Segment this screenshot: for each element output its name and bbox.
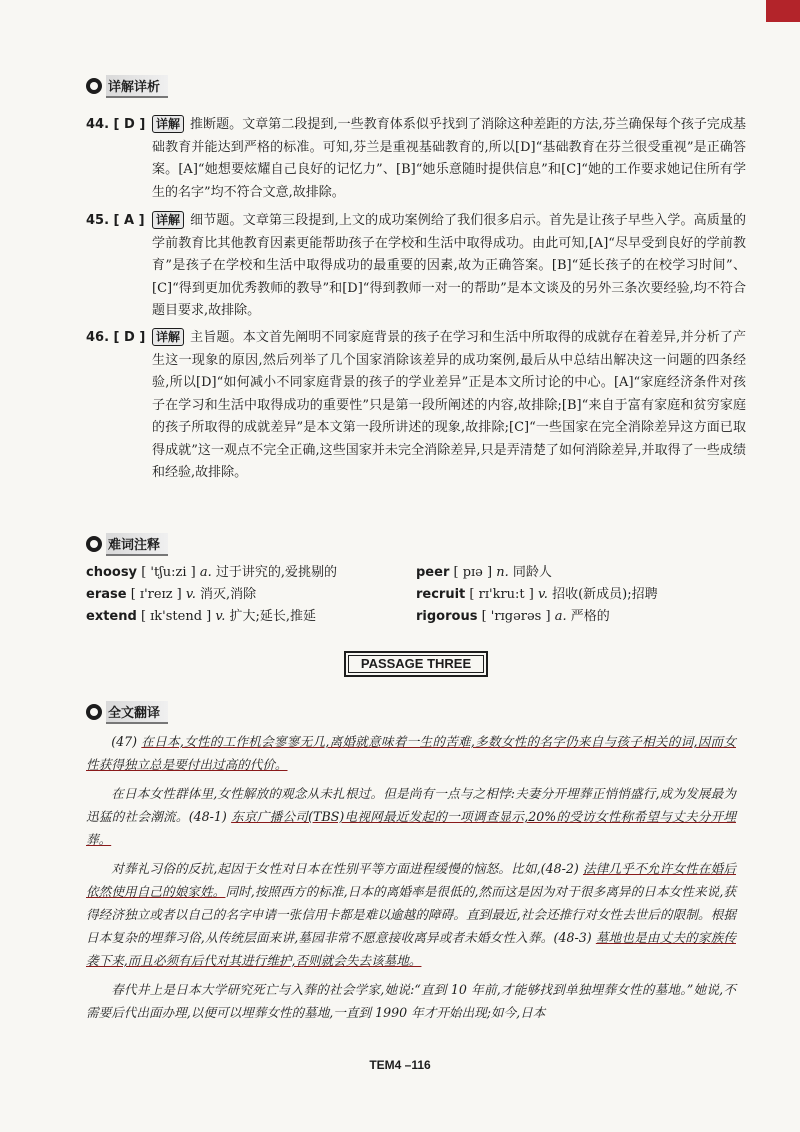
section-bullet-icon [86,704,102,720]
corner-tab [766,0,800,22]
answer-item-46 [86,327,746,485]
page-number: TEM4 –116 [369,1058,431,1072]
answer-number: 44. [ D ] [86,117,146,132]
analysis-heading-label: 详解详析 [106,75,168,98]
vocab-entry: peer [ pɪə ] n. 同龄人 [416,565,552,580]
vocab-entry: choosy [ 'tʃu:zi ] a. 过于讲究的,爱挑剔的 [86,565,337,580]
vocab-heading [86,534,168,554]
vocab-row [86,562,746,584]
answer-item-45 [86,210,746,323]
detail-tag: 详解 [152,328,184,346]
translation-body [86,730,736,1030]
vocab-entry: rigorous [ 'rɪgərəs ] a. 严格的 [416,609,610,624]
vocab-entry: erase [ ɪ'reɪz ] v. 消灭,消除 [86,587,257,602]
answer-number: 45. [ A ] [86,213,145,228]
passage-title: PASSAGE THREE [344,651,488,677]
translation-heading-label: 全文翻译 [106,701,168,724]
vocab-heading-label: 难词注释 [106,533,168,556]
answer-number: 46. [ D ] [86,330,146,345]
detail-tag: 详解 [152,115,184,133]
section-bullet-icon [86,536,102,552]
answer-explanation: 细节题。文章第三段提到,上文的成功案例给了我们很多启示。首先是让孩子早些入学。高质量的学前教育比其他教育因素更能帮助孩子在学校和生活中取得成功。由此可知,[A]“尽早受到良好的学前教育”是孩子在学校和生活中取得成功的最重要的因素,故为正确答案。[B]“延长孩子的在校学习时间”、[C]“得到更加优秀教师的教导”和[D]“得到教师一对一的帮助”是本文谈及的另外三条次要经验,均不符合题目要求,故排除。 [152,213,746,318]
translation-paragraph: 对葬礼习俗的反抗,起因于女性对日本在性别平等方面进程缓慢的恼怒。比如,(48-2) 法律几乎不允许女性在婚后依然使用自己的娘家姓。同时,按照西方的标准,日本的离婚率是很低的,然而这是因为对于很多离异的日本女性来说,获得经济独立或者以自己的名字申请一张信用卡都是难以逾越的障碍。直到最近,社会还推行对女性去世后的限制。根据日本复杂的埋葬习俗,从传统层面来讲,墓园非常不愿意接收离异或者未婚女性入葬。(48-3) 墓地也是由丈夫的家族传袭下来,而且必须有后代对其进行维护,否则就会失去该墓地。 [86,861,737,968]
translation-heading [86,702,168,722]
translation-paragraph: 春代井上是日本大学研究死亡与入葬的社会学家,她说:“直到 10 年前,才能够找到单独埋葬女性的墓地。”她说,不需要后代出面办理,以便可以埋葬女性的墓地,一直到 1990 年才开始出现;如今,日本 [86,982,736,1020]
answer-item-44 [86,114,746,204]
detail-tag: 详解 [152,211,184,229]
analysis-heading [86,76,168,96]
answer-explanation: 主旨题。本文首先阐明不同家庭背景的孩子在学习和生活中所取得的成就存在着差异,并分析了产生这一现象的原因,然后列举了几个国家消除该差异的成功案例,最后从中总结出解决这一问题的四条经验,所以[D]“如何减小不同家庭背景的孩子的学业差异”正是本文所讨论的中心。[A]“家庭经济条件对孩子在学习和生活中取得成功的重要性”只是第一段所阐述的内容,故排除;[B]“来自于富有家庭和贫穷家庭的孩子所取得的成就差异”是本文第一段所讲述的现象,故排除;[C]“一些国家在完全消除差异这方面已取得成就”这一观点不完全正确,这些国家并未完全消除差异,只是弄清楚了如何消除差异,并取得了一些成绩和经验,故排除。 [152,330,746,480]
vocab-row [86,584,746,606]
answer-explanation: 推断题。文章第二段提到,一些教育体系似乎找到了消除这种差距的方法,芬兰确保每个孩子完成基础教育并能达到严格的标准。可知,芬兰是重视基础教育的,所以[D]“基础教育在芬兰很受重视”是正确答案。[A]“她想要炫耀自己良好的记忆力”、[B]“她乐意随时提供信息”和[C]“她的工作要求她记住所有学生的名字”均不符合文意,故排除。 [152,117,746,200]
vocab-list [86,562,746,628]
vocab-entry: recruit [ rɪ'kru:t ] v. 招收(新成员);招聘 [416,587,658,602]
vocab-row [86,606,746,628]
translation-paragraph: 在日本女性群体里,女性解放的观念从未扎根过。但是尚有一点与之相悖:夫妻分开埋葬正悄悄盛行,成为发展最为迅猛的社会潮流。(48-1) 东京广播公司(TBS)电视网最近发起的一项调查显示,20%的受访女性称希望与丈夫分开埋葬。 [86,786,736,847]
vocab-entry: extend [ ɪk'stend ] v. 扩大;延长,推延 [86,609,316,624]
translation-paragraph: (47) 在日本,女性的工作机会寥寥无几,离婚就意味着一生的苦难,多数女性的名字仍来自与孩子相关的词,因而女性获得独立总是要付出过高的代价。 [86,734,736,772]
section-bullet-icon [86,78,102,94]
